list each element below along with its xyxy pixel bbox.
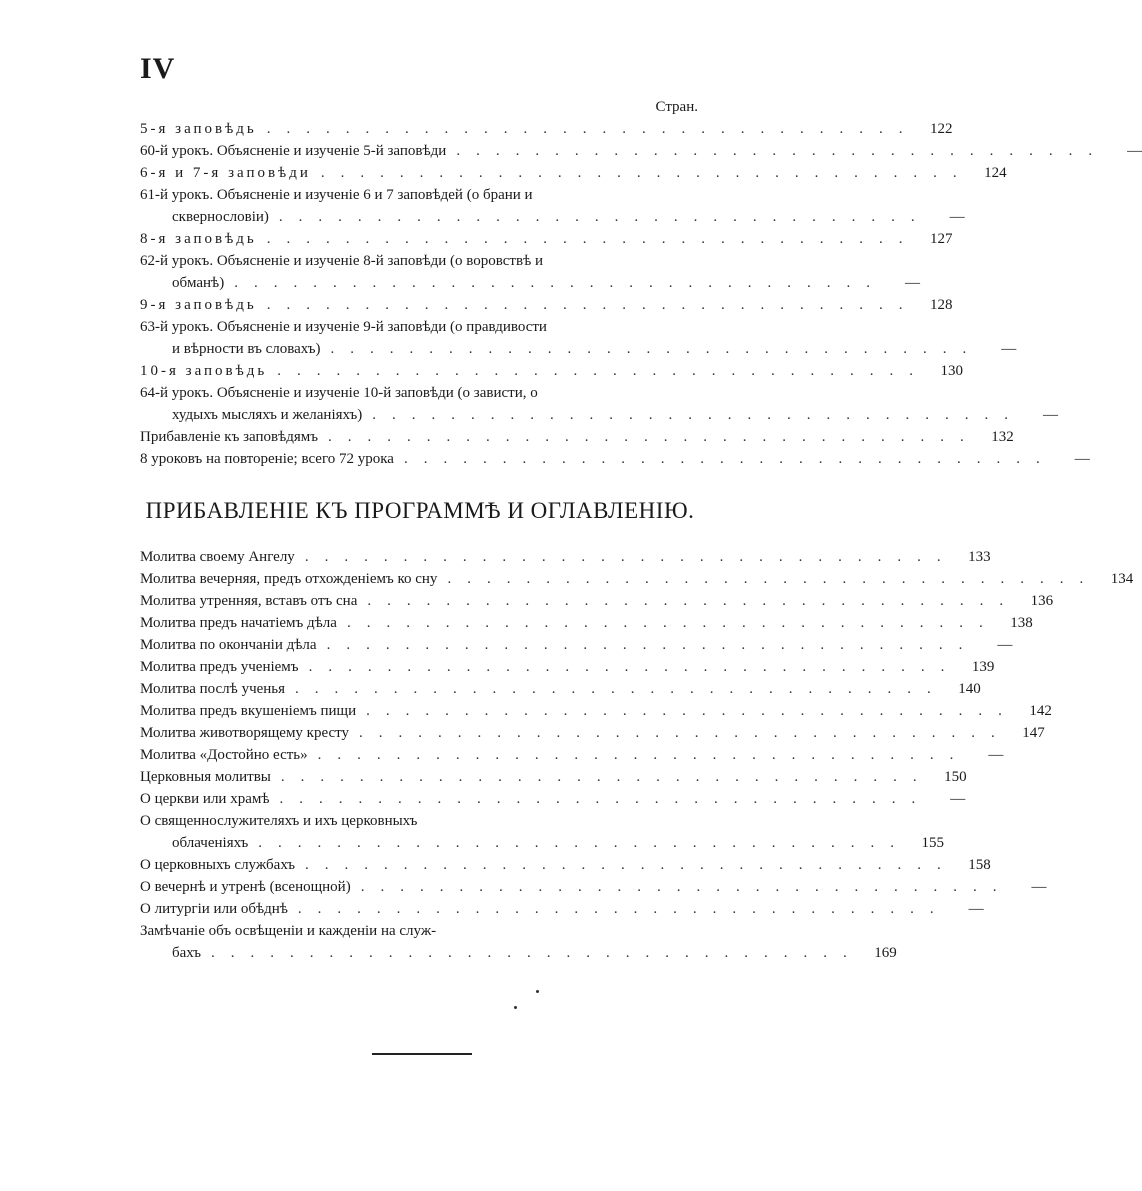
entry-title-line2: и вѣрности въ словахъ) xyxy=(172,341,321,357)
toc-entry xyxy=(140,568,1134,590)
entry-title: 8 уроковъ на повтореніе; всего 72 урока xyxy=(140,451,394,467)
entry-title: Молитва предъ ученіемъ xyxy=(140,659,299,675)
toc-entry xyxy=(140,118,953,140)
toc-entry xyxy=(140,184,965,228)
entry-title: О церковныхъ службахъ xyxy=(140,857,296,873)
dot-leader: ................................. xyxy=(317,747,970,763)
entry-title-line2: облаченіяхъ xyxy=(172,835,249,851)
toc-entry xyxy=(140,898,984,920)
entry-title: Молитва по окончаніи дѣла xyxy=(140,637,317,653)
toc-entry xyxy=(140,634,1013,656)
entry-page-number: 132 xyxy=(991,429,1014,445)
entry-page-number: 133 xyxy=(968,549,991,565)
entry-page-number: 124 xyxy=(984,165,1007,181)
entry-page-number: 122 xyxy=(930,121,953,137)
toc-list xyxy=(140,118,1142,470)
dot-leader: ................................. xyxy=(372,407,1024,423)
toc-entry xyxy=(140,140,1142,162)
entry-title: Молитва утренняя, вставъ отъ сна xyxy=(140,593,358,609)
dot-leader: ................................. xyxy=(295,681,947,697)
toc-entry xyxy=(140,854,991,876)
entry-page-number: — xyxy=(1074,451,1090,467)
entry-page-number: 147 xyxy=(1022,725,1045,741)
entry-page-number: — xyxy=(1127,143,1142,159)
toc-entry xyxy=(140,426,1014,448)
table-of-contents-upper xyxy=(140,96,1142,470)
page-column-header: Стран. xyxy=(655,99,698,115)
dot-leader: ................................. xyxy=(308,659,961,675)
dot-leader: ................................. xyxy=(234,275,886,291)
toc-entry xyxy=(140,316,1017,360)
entry-page-number: — xyxy=(1031,879,1047,895)
entry-title-line2: сквернословіи) xyxy=(172,209,269,225)
entry-title-line1: 61-й урокъ. Объясненіе и изученіе 6 и 7 заповѣдей (о брани и xyxy=(140,187,533,203)
toc-entry xyxy=(140,382,1058,426)
dot-leader: ................................. xyxy=(266,231,919,247)
toc-entry xyxy=(140,546,991,568)
entry-title: Молитва вечерняя, предъ отхожденіемъ ко сну xyxy=(140,571,438,587)
dot-leader: ................................. xyxy=(278,209,931,225)
entry-title-line1: 62-й урокъ. Объясненіе и изученіе 8-й заповѣди (о воровствѣ и xyxy=(140,253,543,269)
dot-leader: ................................. xyxy=(305,857,957,873)
toc-entry xyxy=(140,810,945,854)
dot-leader: ................................. xyxy=(359,725,1011,741)
entry-title-line2: обманѣ) xyxy=(172,275,225,291)
dot-leader: ................................. xyxy=(456,143,1109,159)
entry-page-number: 139 xyxy=(971,659,995,675)
toc-entry xyxy=(140,788,966,810)
entry-continuation xyxy=(140,206,965,228)
dot-leader: ................................. xyxy=(360,879,1013,895)
entry-title: Молитва своему Ангелу xyxy=(140,549,295,565)
entry-continuation xyxy=(140,832,945,854)
entry-continuation xyxy=(140,272,920,294)
entry-title-line1: О священнослужителяхъ и ихъ церковныхъ xyxy=(140,813,418,829)
entry-page-number: — xyxy=(988,747,1004,763)
dot-leader: ................................. xyxy=(266,121,919,137)
toc-entry xyxy=(140,876,1047,898)
entry-title: Молитва предъ начатіемъ дѣла xyxy=(140,615,337,631)
entry-page-number: — xyxy=(950,791,966,807)
toc-entry xyxy=(140,360,964,382)
entry-title: 8-я заповѣдь xyxy=(140,231,257,247)
entry-title-line1: Замѣчаніе объ освѣщеніи и кажденіи на служ- xyxy=(140,923,437,939)
toc-entry xyxy=(140,228,953,250)
dot-leader: ................................. xyxy=(258,835,911,851)
entry-title: О вечернѣ и утренѣ (всенощной) xyxy=(140,879,351,895)
toc-entry xyxy=(140,250,920,294)
entry-title: О литургіи или обѣднѣ xyxy=(140,901,288,917)
dot-leader: ................................. xyxy=(279,791,932,807)
entry-title-line1: 64-й урокъ. Объясненіе и изученіе 10-й заповѣди (о зависти, о xyxy=(140,385,538,401)
dot-leader: ................................. xyxy=(447,571,1100,587)
entry-page-number: 134 xyxy=(1110,571,1134,587)
entry-title: Прибавленіе къ заповѣдямъ xyxy=(140,429,318,445)
entry-page-number: — xyxy=(997,637,1013,653)
dot-leader: ................................. xyxy=(320,165,973,181)
toc-entry xyxy=(140,744,1004,766)
toc-entry xyxy=(140,294,953,316)
toc-entry xyxy=(140,700,1052,722)
entry-page-number: 127 xyxy=(930,231,953,247)
print-speck xyxy=(514,1006,517,1009)
page-number: IV xyxy=(140,52,176,85)
print-speck xyxy=(536,990,539,993)
entry-title: 5-я заповѣдь xyxy=(140,121,257,137)
entry-page-number: 155 xyxy=(921,835,945,851)
dot-leader: ................................. xyxy=(346,615,999,631)
dot-leader: ................................. xyxy=(297,901,950,917)
toc-list xyxy=(140,546,1134,964)
toc-entry xyxy=(140,448,1090,470)
dot-leader: ................................. xyxy=(403,451,1056,467)
dot-leader: ................................. xyxy=(280,769,933,785)
entry-title: 10-я заповѣдь xyxy=(140,363,268,379)
dot-leader: ................................. xyxy=(367,593,1020,609)
entry-continuation xyxy=(140,404,1058,426)
dot-leader: ................................. xyxy=(304,549,957,565)
toc-entry xyxy=(140,678,981,700)
entry-page-number: 150 xyxy=(944,769,967,785)
entry-title: Молитва животворящему кресту xyxy=(140,725,350,741)
toc-entry xyxy=(140,162,1007,184)
dot-leader: ................................. xyxy=(210,945,863,961)
toc-entry xyxy=(140,656,995,678)
closing-rule xyxy=(372,1053,472,1055)
entry-page-number: 128 xyxy=(930,297,953,313)
dot-leader: ................................. xyxy=(366,703,1018,719)
entry-title: Молитва «Достойно есть» xyxy=(140,747,308,763)
toc-entry xyxy=(140,590,1054,612)
entry-page-number: 140 xyxy=(958,681,981,697)
toc-entry xyxy=(140,722,1045,744)
table-of-contents-lower xyxy=(140,546,1134,964)
entry-title: Молитва послѣ ученья xyxy=(140,681,286,697)
entry-title-line2: бахъ xyxy=(172,945,201,961)
entry-continuation xyxy=(140,942,897,964)
entry-title: Молитва предъ вкушеніемъ пищи xyxy=(140,703,357,719)
entry-title: 9-я заповѣдь xyxy=(140,297,257,313)
entry-title: Церковныя молитвы xyxy=(140,769,271,785)
dot-leader: ................................. xyxy=(266,297,919,313)
entry-title: О церкви или храмѣ xyxy=(140,791,270,807)
dot-leader: ................................. xyxy=(328,429,980,445)
dot-leader: ................................. xyxy=(326,637,979,653)
entry-page-number: 138 xyxy=(1010,615,1033,631)
dot-leader: ................................. xyxy=(330,341,983,357)
entry-page-number: 130 xyxy=(940,363,964,379)
entry-page-number: — xyxy=(1001,341,1017,357)
entry-page-number: — xyxy=(968,901,984,917)
entry-page-number: 158 xyxy=(968,857,991,873)
section-heading: ПРИБАВЛЕНІЕ КЪ ПРОГРАММѢ И ОГЛАВЛЕНІЮ. xyxy=(145,498,695,523)
entry-page-number: — xyxy=(1042,407,1058,423)
entry-page-number: — xyxy=(904,275,920,291)
entry-title-line2: худыхъ мысляхъ и желаніяхъ) xyxy=(172,407,363,423)
dot-leader: ................................. xyxy=(277,363,930,379)
toc-entry xyxy=(140,612,1033,634)
entry-title: 6-я и 7-я заповѣди xyxy=(140,165,311,181)
entry-title: 60-й урокъ. Объясненіе и изученіе 5-й заповѣди xyxy=(140,143,447,159)
entry-continuation xyxy=(140,338,1017,360)
entry-page-number: 142 xyxy=(1029,703,1052,719)
entry-page-number: 169 xyxy=(874,945,897,961)
entry-page-number: 136 xyxy=(1030,593,1054,609)
entry-page-number: — xyxy=(949,209,965,225)
toc-entry xyxy=(140,766,967,788)
toc-entry xyxy=(140,920,897,964)
entry-title-line1: 63-й урокъ. Объясненіе и изученіе 9-й заповѣди (о правдивости xyxy=(140,319,547,335)
